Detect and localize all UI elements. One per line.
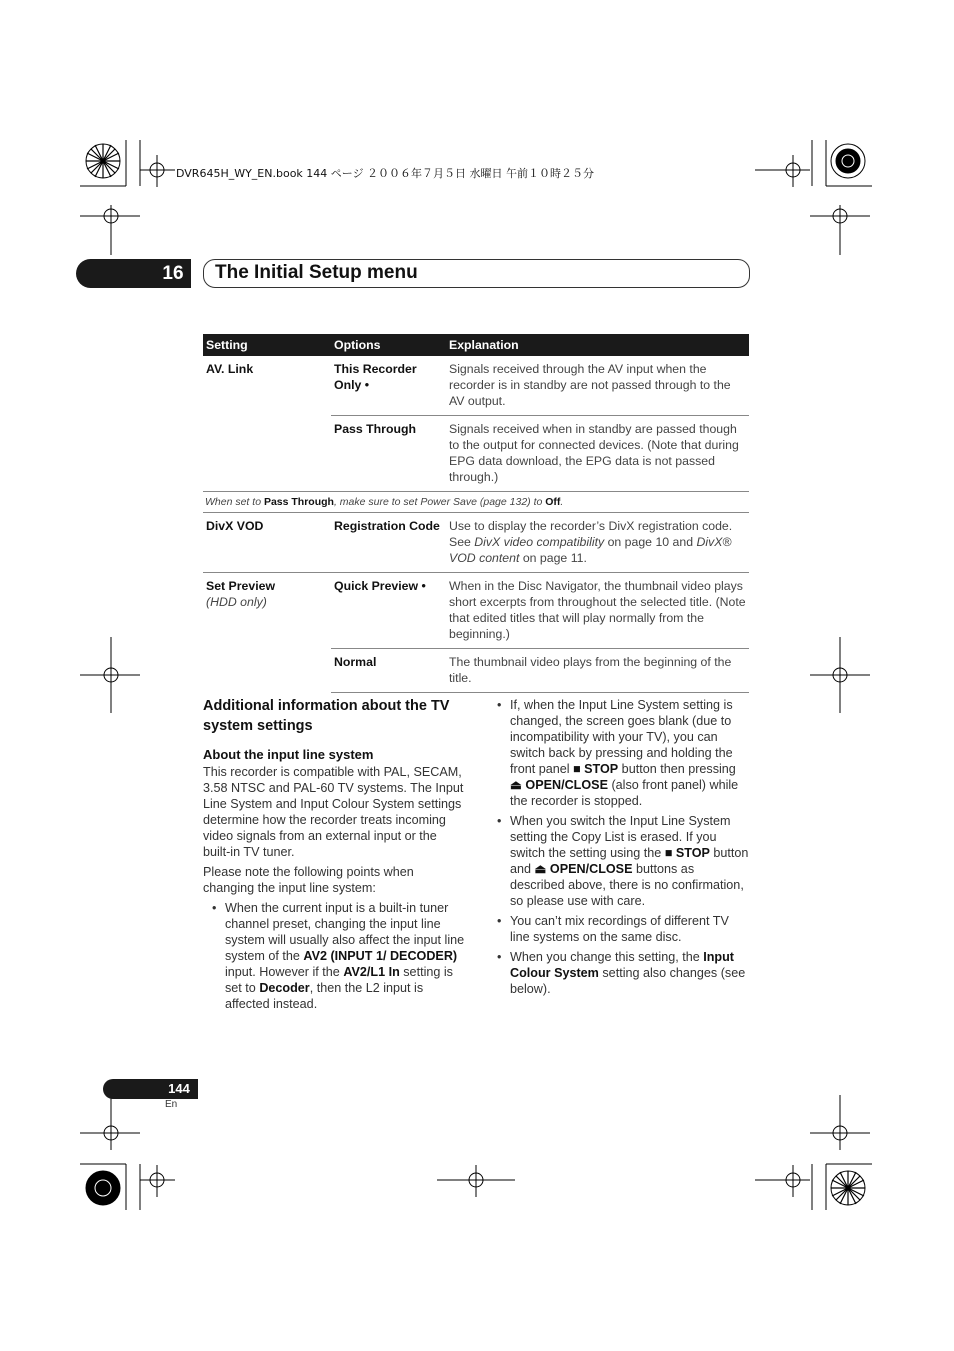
section-heading: Additional information about the TV system settings [203,698,450,734]
paragraph: This recorder is compatible with PAL, SECAM, 3.58 NTSC and PAL-60 TV systems. The Input Line System and Input Colour System settings determine how the recorder treats incoming video signals from an external input or the built-in TV tuner. [203,765,464,859]
list-item: • When the current input is a built-in tuner channel preset, changing the input line system will usually also affect the input line system of the AV2 (INPUT 1/ DECODER) input. However if the AV2/L1 In setting is set to Decoder, then the L2 input is affected instead. [203,900,465,1012]
list-item: • When you change this setting, the Input Colour System setting also changes (see below). [488,949,750,997]
column-header-setting: Setting [203,334,331,356]
table-note-row [203,492,749,513]
setting-name: DivX VOD [203,513,331,573]
option-explanation: The thumbnail video plays from the beginning of the title. [446,649,749,693]
page-language: En [165,1099,178,1110]
option-explanation: When in the Disc Navigator, the thumbnail video plays short excerpts from throughout the selected title. (Note that edited titles that will play normally from the beginning.) [446,573,749,649]
paragraph: Please note the following points when changing the input line system: [203,865,414,895]
chapter-title: The Initial Setup menu [215,262,418,283]
chapter-number: 16 [162,263,184,284]
option-name: Normal [331,649,446,693]
table-row [203,513,749,573]
column-header-options: Options [331,334,446,356]
right-column [488,697,750,1001]
table-row [203,356,749,416]
option-explanation: Signals received when in standby are passed though to the output for connected devices. (Note that during EPG data download, the EPG data is not passed through.) [446,416,749,492]
option-name: Quick Preview • [331,573,446,649]
list-item: • You can’t mix recordings of different TV line systems on the same disc. [488,913,750,945]
table-row [203,573,749,649]
table-note: When set to Pass Through, make sure to set Power Save (page 132) to Off. [203,492,749,513]
book-file-header: DVR645H_WY_EN.book 144 ページ ２００６年７月５日 水曜日 午前１０時２５分 [176,167,595,180]
setting-name: Set Preview (HDD only) [203,573,331,693]
list-item: • When you switch the Input Line System setting the Copy List is erased. If you switch the setting using the ■ STOP button and ⏏ OPEN/CLOSE buttons as described above, there is no confirmation, so please use with care. [488,813,750,909]
setting-name: AV. Link [206,362,254,376]
option-explanation: Use to display the recorder’s DivX registration code. See DivX video compatibility on page 10 and DivX® VOD content on page 11. [446,513,749,573]
bullet-list [488,697,750,997]
option-explanation: Signals received through the AV input when the recorder is in standby are not passed through to the AV output. [449,362,731,408]
option-name: This Recorder Only • [334,362,417,392]
left-column [203,696,465,1016]
option-name: Registration Code [331,513,446,573]
subsection-heading: About the input line system [203,747,374,762]
settings-table [203,334,749,693]
table-header-row [203,334,749,356]
bullet-list [203,900,465,1012]
column-header-explanation: Explanation [446,334,749,356]
list-item: • If, when the Input Line System setting is changed, the screen goes blank (due to incompatibility with your TV), you can switch back by pressing and holding the front panel ■ STOP button then pressing ⏏ OPEN/CLOSE (also front panel) while the recorder is stopped. [488,697,750,809]
page-number: 144 [168,1081,190,1096]
option-name: Pass Through [331,416,446,492]
